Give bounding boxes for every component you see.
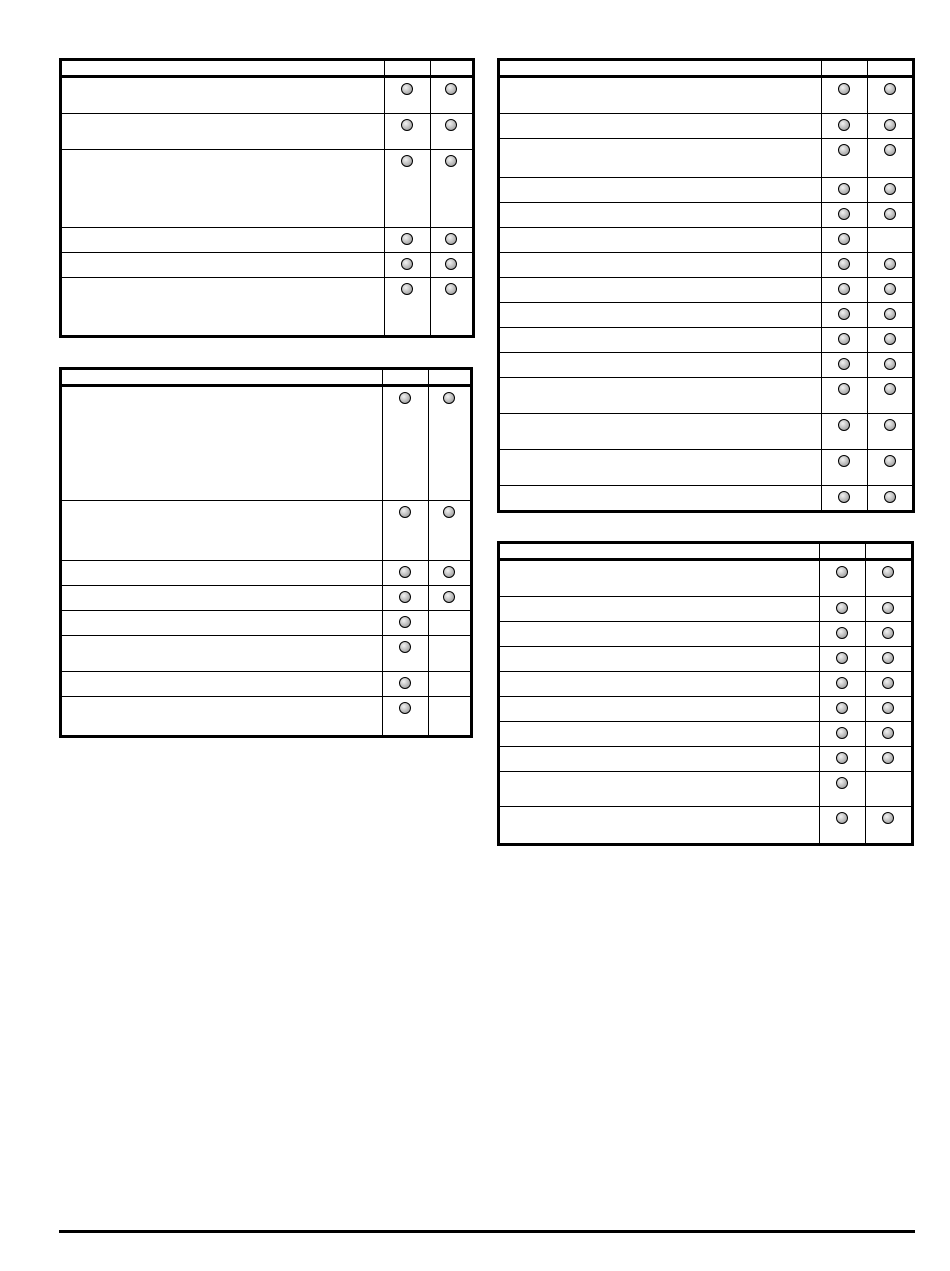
indicator-col2-icon xyxy=(882,752,894,764)
indicator-col1-icon xyxy=(838,491,850,503)
column-divider xyxy=(867,278,868,302)
column-divider xyxy=(865,697,866,721)
column-divider xyxy=(430,253,431,277)
indicator-col2-icon xyxy=(882,627,894,639)
column-divider xyxy=(382,561,383,585)
indicator-col1-icon xyxy=(836,627,848,639)
column-divider xyxy=(867,414,868,449)
indicator-col1-icon xyxy=(401,233,413,245)
column-divider xyxy=(382,586,383,610)
column-divider xyxy=(821,414,822,449)
indicator-col1-icon xyxy=(399,591,411,603)
table-row xyxy=(62,278,472,335)
indicator-col1-icon xyxy=(838,183,850,195)
indicator-col1-icon xyxy=(838,383,850,395)
indicator-col2-icon xyxy=(443,506,455,518)
column-divider xyxy=(428,672,429,696)
table-row xyxy=(62,636,470,672)
indicator-col1-icon xyxy=(836,677,848,689)
column-divider xyxy=(384,78,385,113)
indicator-col1-icon xyxy=(401,258,413,270)
table-row xyxy=(62,611,470,636)
indicator-col1-icon xyxy=(401,155,413,167)
column-divider xyxy=(819,772,820,806)
column-divider xyxy=(821,203,822,227)
column-divider xyxy=(821,178,822,202)
column-divider xyxy=(865,561,866,596)
table-row xyxy=(500,203,912,228)
column-divider xyxy=(819,561,820,596)
table-row xyxy=(500,414,912,450)
column-divider xyxy=(384,228,385,252)
column-divider xyxy=(430,228,431,252)
column-divider xyxy=(430,114,431,149)
indicator-col1-icon xyxy=(401,119,413,131)
table-row xyxy=(500,772,911,807)
indicator-col1-icon xyxy=(838,208,850,220)
indicator-col2-icon xyxy=(882,702,894,714)
column-divider xyxy=(384,61,385,75)
indicator-col1-icon xyxy=(838,144,850,156)
column-divider xyxy=(867,61,868,75)
table-row xyxy=(62,672,470,697)
table-row xyxy=(62,253,472,278)
indicator-col1-icon xyxy=(838,119,850,131)
indicator-col1-icon xyxy=(838,258,850,270)
table-row xyxy=(62,150,472,228)
column-divider xyxy=(382,636,383,671)
column-divider xyxy=(428,501,429,560)
column-divider xyxy=(428,387,429,500)
table-row xyxy=(62,561,470,586)
indicator-col2-icon xyxy=(884,208,896,220)
table-bottom-right xyxy=(497,541,914,846)
column-divider xyxy=(821,353,822,377)
column-divider xyxy=(382,387,383,500)
column-divider xyxy=(821,486,822,510)
indicator-col1-icon xyxy=(836,602,848,614)
table-row xyxy=(500,253,912,278)
indicator-col2-icon xyxy=(882,566,894,578)
table-row xyxy=(500,328,912,353)
table-row xyxy=(500,561,911,597)
column-divider xyxy=(867,378,868,413)
indicator-col1-icon xyxy=(399,506,411,518)
column-divider xyxy=(821,253,822,277)
indicator-col1-icon xyxy=(399,566,411,578)
table-row xyxy=(500,597,911,622)
column-divider xyxy=(819,807,820,843)
table-row xyxy=(500,697,911,722)
indicator-col1-icon xyxy=(399,702,411,714)
table-row xyxy=(62,586,470,611)
column-divider xyxy=(384,253,385,277)
column-divider xyxy=(382,611,383,635)
column-divider xyxy=(382,697,383,735)
column-divider xyxy=(865,544,866,558)
indicator-col1-icon xyxy=(836,702,848,714)
indicator-col1-icon xyxy=(836,652,848,664)
indicator-col2-icon xyxy=(882,727,894,739)
column-divider xyxy=(821,114,822,138)
column-divider xyxy=(819,697,820,721)
column-divider xyxy=(821,328,822,352)
column-divider xyxy=(819,544,820,558)
column-divider xyxy=(384,150,385,227)
column-divider xyxy=(867,228,868,252)
indicator-col2-icon xyxy=(445,83,457,95)
column-divider xyxy=(428,586,429,610)
indicator-col2-icon xyxy=(882,602,894,614)
indicator-col1-icon xyxy=(836,752,848,764)
indicator-col1-icon xyxy=(836,727,848,739)
indicator-col1-icon xyxy=(838,455,850,467)
table-row xyxy=(500,647,911,672)
column-divider xyxy=(865,747,866,771)
indicator-col1-icon xyxy=(838,233,850,245)
table-row xyxy=(500,278,912,303)
column-divider xyxy=(821,228,822,252)
table-header xyxy=(62,61,472,78)
indicator-col1-icon xyxy=(399,677,411,689)
column-divider xyxy=(867,303,868,327)
table-row xyxy=(500,78,912,114)
column-divider xyxy=(384,278,385,335)
indicator-col1-icon xyxy=(836,777,848,789)
indicator-col1-icon xyxy=(838,419,850,431)
indicator-col2-icon xyxy=(884,333,896,345)
indicator-col1-icon xyxy=(399,616,411,628)
column-divider xyxy=(867,114,868,138)
indicator-col2-icon xyxy=(884,283,896,295)
column-divider xyxy=(428,697,429,735)
indicator-col1-icon xyxy=(838,283,850,295)
column-divider xyxy=(821,450,822,485)
indicator-col2-icon xyxy=(443,392,455,404)
indicator-col2-icon xyxy=(443,591,455,603)
indicator-col1-icon xyxy=(399,392,411,404)
column-divider xyxy=(867,139,868,177)
indicator-col1-icon xyxy=(838,333,850,345)
indicator-col2-icon xyxy=(884,383,896,395)
table-row xyxy=(62,387,470,501)
column-divider xyxy=(821,303,822,327)
table-top-right xyxy=(497,58,915,513)
table-row xyxy=(500,303,912,328)
indicator-col2-icon xyxy=(884,144,896,156)
column-divider xyxy=(428,561,429,585)
column-divider xyxy=(865,807,866,843)
table-row xyxy=(500,622,911,647)
table-row xyxy=(500,807,911,843)
column-divider xyxy=(867,203,868,227)
column-divider xyxy=(867,253,868,277)
column-divider xyxy=(819,672,820,696)
table-row xyxy=(500,672,911,697)
table-row xyxy=(500,486,912,510)
column-divider xyxy=(867,486,868,510)
indicator-col1-icon xyxy=(836,812,848,824)
indicator-col2-icon xyxy=(884,455,896,467)
column-divider xyxy=(430,150,431,227)
column-divider xyxy=(865,647,866,671)
indicator-col1-icon xyxy=(399,641,411,653)
column-divider xyxy=(819,647,820,671)
table-row xyxy=(62,114,472,150)
column-divider xyxy=(819,747,820,771)
table-row xyxy=(62,697,470,735)
indicator-col1-icon xyxy=(836,566,848,578)
column-divider xyxy=(821,378,822,413)
indicator-col1-icon xyxy=(401,83,413,95)
column-divider xyxy=(382,672,383,696)
indicator-col1-icon xyxy=(838,358,850,370)
table-header xyxy=(500,544,911,561)
column-divider xyxy=(821,278,822,302)
indicator-col2-icon xyxy=(884,358,896,370)
indicator-col2-icon xyxy=(445,119,457,131)
table-row xyxy=(500,139,912,178)
column-divider xyxy=(428,370,429,384)
footer-rule xyxy=(59,1230,915,1233)
indicator-col2-icon xyxy=(884,419,896,431)
column-divider xyxy=(865,722,866,746)
table-row xyxy=(500,114,912,139)
indicator-col2-icon xyxy=(884,83,896,95)
column-divider xyxy=(865,622,866,646)
column-divider xyxy=(819,722,820,746)
column-divider xyxy=(865,672,866,696)
indicator-col2-icon xyxy=(445,233,457,245)
table-row xyxy=(500,178,912,203)
indicator-col2-icon xyxy=(445,155,457,167)
table-row xyxy=(62,78,472,114)
column-divider xyxy=(428,611,429,635)
table-header xyxy=(62,370,470,387)
table-bottom-left xyxy=(59,367,473,738)
table-header xyxy=(500,61,912,78)
indicator-col1-icon xyxy=(838,83,850,95)
indicator-col2-icon xyxy=(882,812,894,824)
table-row xyxy=(500,228,912,253)
column-divider xyxy=(428,636,429,671)
column-divider xyxy=(867,78,868,113)
indicator-col2-icon xyxy=(882,652,894,664)
table-row xyxy=(500,722,911,747)
indicator-col2-icon xyxy=(445,258,457,270)
column-divider xyxy=(821,139,822,177)
column-divider xyxy=(821,78,822,113)
column-divider xyxy=(867,178,868,202)
indicator-col1-icon xyxy=(838,308,850,320)
indicator-col1-icon xyxy=(401,283,413,295)
column-divider xyxy=(865,772,866,806)
column-divider xyxy=(384,114,385,149)
column-divider xyxy=(821,61,822,75)
column-divider xyxy=(865,597,866,621)
column-divider xyxy=(867,450,868,485)
column-divider xyxy=(382,370,383,384)
indicator-col2-icon xyxy=(445,283,457,295)
indicator-col2-icon xyxy=(884,183,896,195)
table-row xyxy=(500,378,912,414)
column-divider xyxy=(430,61,431,75)
table-row xyxy=(500,353,912,378)
table-row xyxy=(500,450,912,486)
table-row xyxy=(500,747,911,772)
indicator-col2-icon xyxy=(882,677,894,689)
indicator-col2-icon xyxy=(884,119,896,131)
table-row xyxy=(62,228,472,253)
table-row xyxy=(62,501,470,561)
column-divider xyxy=(819,597,820,621)
column-divider xyxy=(382,501,383,560)
column-divider xyxy=(819,622,820,646)
indicator-col2-icon xyxy=(884,258,896,270)
column-divider xyxy=(867,353,868,377)
indicator-col2-icon xyxy=(884,491,896,503)
column-divider xyxy=(430,278,431,335)
table-top-left xyxy=(59,58,475,338)
column-divider xyxy=(430,78,431,113)
indicator-col2-icon xyxy=(443,566,455,578)
column-divider xyxy=(867,328,868,352)
indicator-col2-icon xyxy=(884,308,896,320)
